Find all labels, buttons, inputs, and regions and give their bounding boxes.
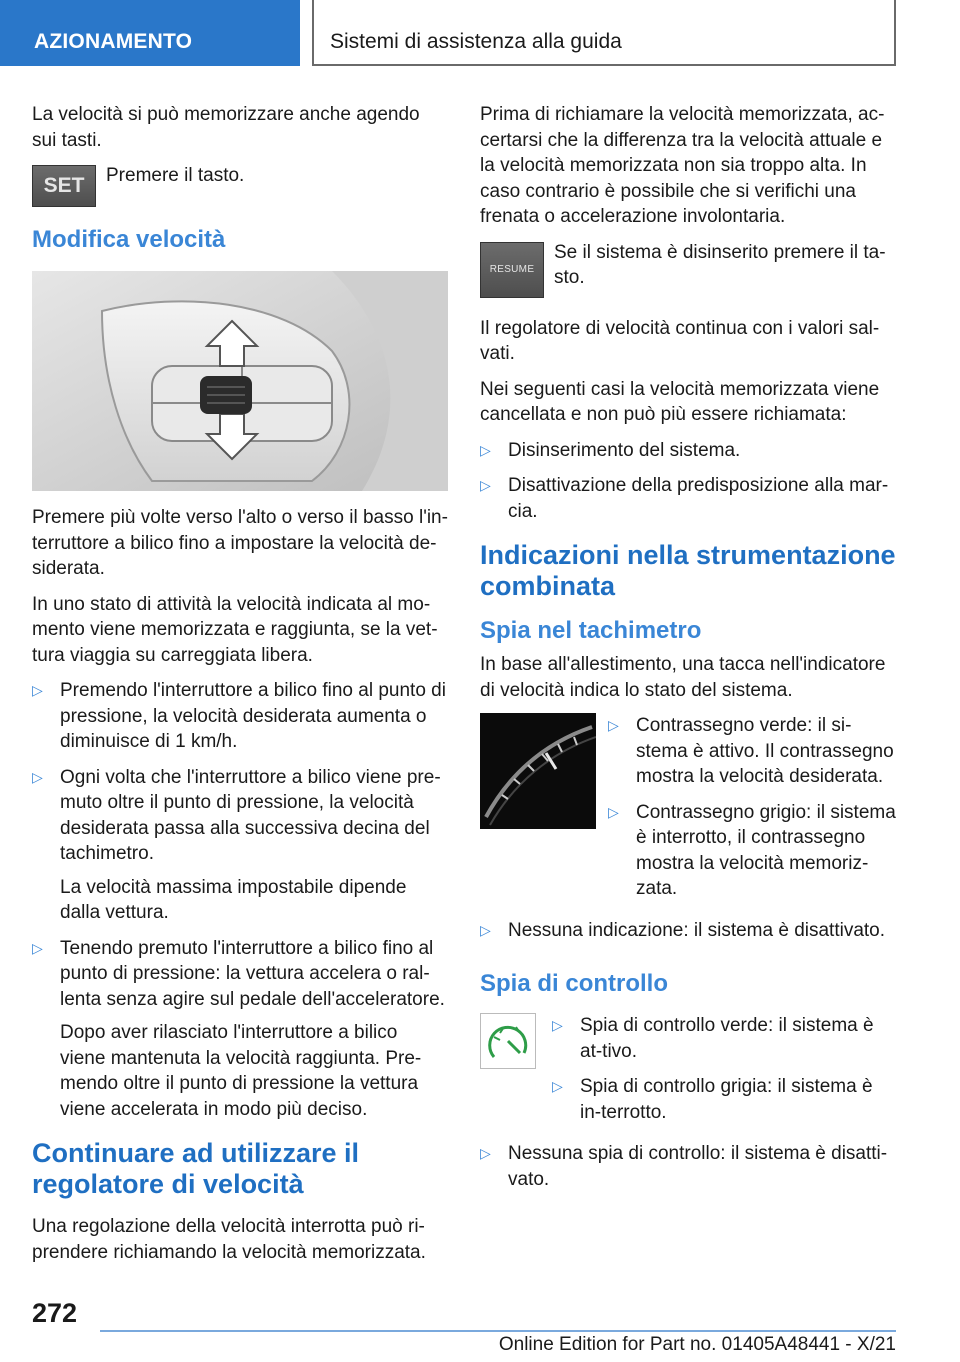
- resume-button-icon: RESUME: [480, 242, 544, 298]
- controllo-figure-row: [480, 1013, 896, 1135]
- list-item: ▷ Disattivazione della predisposizione alla mar-cia.: [480, 475, 889, 522]
- bullet-note: Dopo aver rilasciato l'interruttore a bilico viene mantenuta la velocità raggiunta. Pre-mendo oltre il punto di pressione la vettura viene accelerata in modo più deciso.: [60, 1022, 422, 1120]
- header-chapter: Sistemi di assistenza alla guida: [312, 0, 896, 66]
- header-section: AZIONAMENTO: [0, 0, 300, 66]
- intro-paragraph: La velocità si può memorizzare anche agendo sui tasti.: [32, 104, 420, 151]
- list-item: ▷ Nessuna indicazione: il sistema è disattivato.: [480, 918, 896, 944]
- tachimetro-bullet-list: [608, 713, 896, 912]
- footer-edition: Online Edition for Part no. 01405A48441 - X/21: [498, 1334, 896, 1355]
- speedometer-marker-image: [480, 713, 596, 829]
- list-item: ▷ Spia di controllo verde: il sistema è at-tivo.: [552, 1015, 874, 1062]
- modifica-paragraph-2: In uno stato di attività la velocità indicata al mo-mento viene memorizzata e raggiunta, se la vet-tura viaggia su carreggiata libera.: [32, 593, 438, 666]
- list-item: ▷ Ogni volta che l'interruttore a bilico viene pre-muto oltre il punto di pressione, la velocità desiderata passa alla successiva decina del tachimetro. La velocità massima impostabile dipende dalla vettura.: [32, 765, 448, 926]
- bullet-triangle-icon: ▷: [480, 1145, 491, 1161]
- resume-paragraph-3: Nei seguenti casi la velocità memorizzata viene cancellata e non può più essere richiamata:: [480, 378, 880, 425]
- bullet-triangle-icon: ▷: [480, 921, 491, 938]
- bullet-triangle-icon: ▷: [608, 717, 619, 733]
- steering-wheel-rocker-switch-photo: [32, 271, 448, 491]
- list-item: ▷ Contrassegno verde: il si-stema è attivo. Il contrassegno mostra la velocità desiderata.: [608, 715, 894, 787]
- bullet-note: La velocità massima impostabile dipende dalla vettura.: [60, 876, 407, 923]
- tachimetro-none-list: [480, 918, 896, 944]
- list-item: ▷ Tenendo premuto l'interruttore a bilico fino al punto di pressione: la vettura accelera o ral-lenta senza agire sul pedale dell'acceleratore. Dopo aver rilasciato l'interruttore a bilico viene mantenuta la velocità raggiunta. Pre-mendo oltre il punto di pressione la vettura viene accelerata in modo più deciso.: [32, 936, 448, 1123]
- resume-button-text: Se il sistema è disinserito premere il ta-sto.: [554, 241, 886, 288]
- footer-divider: [100, 1330, 896, 1332]
- bullet-triangle-icon: ▷: [480, 441, 491, 458]
- controllo-none-list: [480, 1141, 896, 1192]
- list-item: ▷ Disinserimento del sistema.: [480, 438, 896, 464]
- tachimetro-paragraph: In base all'allestimento, una tacca nell'indicatore di velocità indica lo stato del sistema.: [480, 654, 886, 701]
- bullet-triangle-icon: ▷: [32, 682, 43, 698]
- set-button-row: [32, 163, 448, 207]
- heading-spia-tachimetro: Spia nel tachimetro: [480, 617, 702, 644]
- heading-spia-controllo: Spia di controllo: [480, 970, 669, 997]
- set-button-icon: SET: [32, 165, 96, 207]
- list-item: ▷ Premendo l'interruttore a bilico fino al punto di pressione, la velocità desiderata aumenta o diminuisce di 1 km/h.: [32, 680, 446, 752]
- modifica-bullet-list: [32, 678, 448, 1122]
- bullet-triangle-icon: ▷: [552, 1017, 563, 1033]
- heading-continuare: Continuare ad utilizzare il regolatore di velocità: [32, 1138, 360, 1199]
- continuare-paragraph: Una regolazione della velocità interrotta può ri-prendere richiamando la velocità memorizzata.: [32, 1216, 426, 1263]
- tachimetro-figure-row: [480, 713, 896, 912]
- modifica-paragraph-1: Premere più volte verso l'alto o verso il basso l'in-terruttore a bilico fino a impostare la velocità de-siderata.: [32, 507, 448, 579]
- resume-paragraph-2: Il regolatore di velocità continua con i valori sal-vati.: [480, 317, 880, 364]
- bullet-triangle-icon: ▷: [608, 803, 619, 820]
- resume-button-row: [480, 240, 896, 298]
- right-column: [480, 102, 896, 1202]
- list-item: ▷ Spia di controllo grigia: il sistema è in-terrotto.: [552, 1076, 873, 1123]
- controllo-bullet-list: [552, 1013, 896, 1135]
- cruise-control-indicator-icon: [480, 1013, 536, 1069]
- page-number: 272: [32, 1298, 78, 1328]
- set-button-text: Premere il tasto.: [106, 165, 245, 186]
- bullet-triangle-icon: ▷: [552, 1078, 563, 1094]
- bullet-triangle-icon: ▷: [32, 939, 43, 956]
- left-column: [32, 102, 448, 1275]
- resume-warning-paragraph: Prima di richiamare la velocità memorizzata, ac-certarsi che la differenza tra la velocità attuale e la velocità memorizzata non sia troppo alta. In caso contrario è possibile che si verifichi una frenata o accelerazione involontaria.: [480, 104, 885, 227]
- heading-indicazioni: Indicazioni nella strumentazione combinata: [480, 540, 896, 601]
- list-item: ▷ Contrassegno grigio: il sistema è interrotto, il contrassegno mostra la velocità memoriz-zata.: [608, 801, 896, 899]
- list-item: ▷ Nessuna spia di controllo: il sistema è disatti-vato.: [480, 1143, 888, 1190]
- heading-modifica-velocita: Modifica velocità: [32, 226, 226, 253]
- bullet-triangle-icon: ▷: [32, 768, 43, 785]
- cancel-bullet-list: [480, 438, 896, 525]
- bullet-triangle-icon: ▷: [480, 477, 491, 493]
